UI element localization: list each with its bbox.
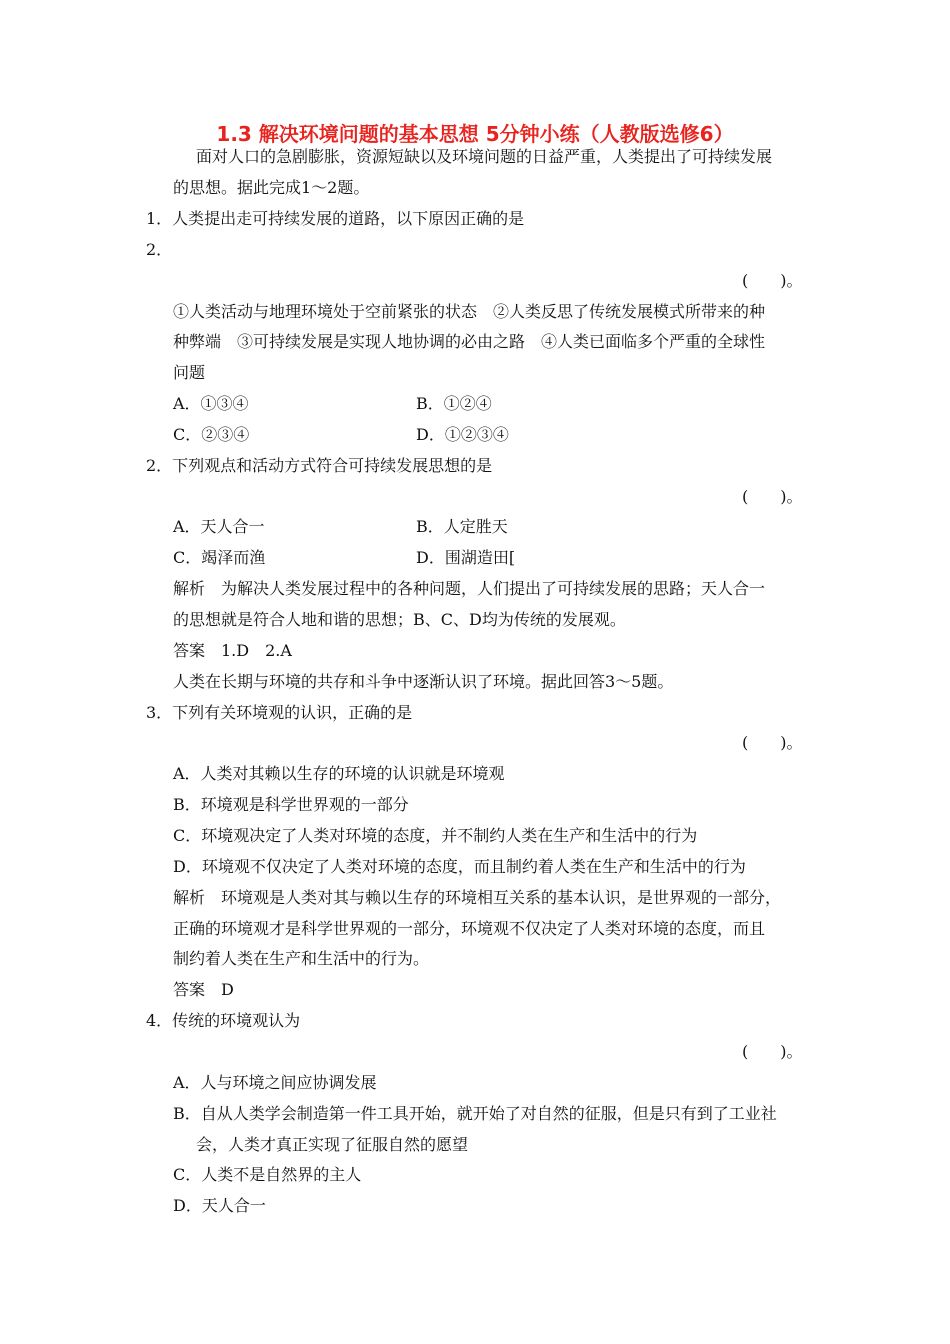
text-line: 制约着人类在生产和生活中的行为。 (173, 949, 430, 968)
text-line: 会，人类才真正实现了征服自然的愿望 (196, 1135, 469, 1154)
text-line: A．①③④ (173, 394, 249, 413)
text-line: 2．下列观点和活动方式符合可持续发展思想的是 (146, 456, 493, 475)
text-line: ( )。 (742, 1042, 803, 1061)
text-line: 正确的环境观才是科学世界观的一部分，环境观不仅决定了人类对环境的态度，而且 (173, 919, 766, 938)
text-line: ①人类活动与地理环境处于空前紧张的状态 ②人类反思了传统发展模式所带来的种 (173, 302, 766, 321)
text-line: C．环境观决定了人类对环境的态度，并不制约人类在生产和生活中的行为 (173, 826, 698, 845)
text-line: D．①②③④ (416, 425, 509, 444)
text-line: 4．传统的环境观认为 (146, 1011, 301, 1030)
text-line: D．天人合一 (173, 1196, 266, 1215)
text-line: 答案 D (173, 980, 234, 999)
text-line: B．①②④ (416, 394, 492, 413)
text-line: 的思想就是符合人地和谐的思想；B、C、D均为传统的发展观。 (173, 610, 626, 629)
text-line: C．竭泽而渔 (173, 548, 266, 567)
text-line: A．天人合一 (173, 517, 265, 536)
text-line: 解析 环境观是人类对其与赖以生存的环境相互关系的基本认识，是世界观的一部分， (173, 888, 782, 907)
text-line: C．人类不是自然界的主人 (173, 1165, 362, 1184)
text-line: 答案 1.D 2.A (173, 641, 292, 660)
text-line: ( )。 (742, 487, 803, 506)
text-line: C．②③④ (173, 425, 250, 444)
text-line: 3．下列有关环境观的认识，正确的是 (146, 703, 413, 722)
text-line: ( )。 (742, 733, 803, 752)
document-title: 1.3 解决环境问题的基本思想 5分钟小练（人教版选修6） (216, 122, 734, 146)
text-line: 面对人口的急剧膨胀，资源短缺以及环境问题的日益严重，人类提出了可持续发展 (196, 147, 773, 166)
text-line: 的思想。据此完成1～2题。 (173, 178, 370, 197)
text-line: B．环境观是科学世界观的一部分 (173, 795, 409, 814)
text-line: 2． (146, 240, 173, 259)
text-line: A．人与环境之间应协调发展 (173, 1073, 377, 1092)
text-line: B．自从人类学会制造第一件工具开始，就开始了对自然的征服，但是只有到了工业社 (173, 1104, 777, 1123)
text-line: 人类在长期与环境的共存和斗争中逐渐认识了环境。据此回答3～5题。 (173, 672, 674, 691)
text-line: 种弊端 ③可持续发展是实现人地协调的必由之路 ④人类已面临多个严重的全球性 (173, 332, 766, 351)
text-line: A．人类对其赖以生存的环境的认识就是环境观 (173, 764, 505, 783)
text-line: B．人定胜天 (416, 517, 508, 536)
text-line: D．环境观不仅决定了人类对环境的态度，而且制约着人类在生产和生活中的行为 (173, 857, 746, 876)
text-line: ( )。 (742, 271, 803, 290)
text-line: 解析 为解决人类发展过程中的各种问题，人们提出了可持续发展的思路；天人合一 (173, 579, 766, 598)
text-line: 1．人类提出走可持续发展的道路，以下原因正确的是 (146, 209, 525, 228)
text-line: 问题 (173, 363, 206, 382)
text-line: D．围湖造田[ (416, 548, 516, 567)
